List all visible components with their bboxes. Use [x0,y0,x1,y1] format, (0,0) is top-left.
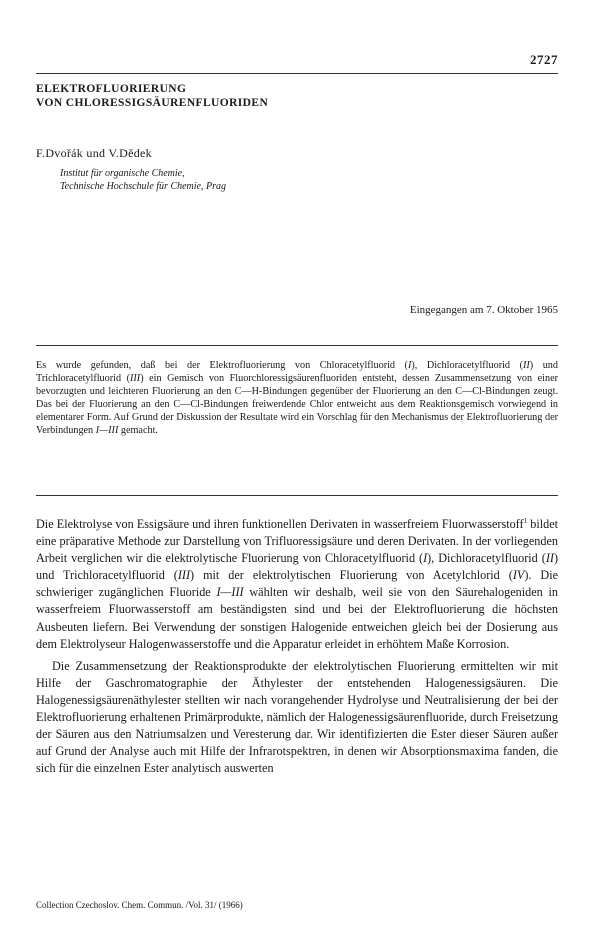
compound-ref: I—III [95,425,119,436]
paragraph-text: bildet eine präparative Methode zur Darstellung von Trifluoressigsäure und deren Derivaten. In der vorliegenden Arbeit verglichen wir die elektrolytische Fluorierung von Chloracetylfluorid ( [36,517,558,566]
article-title [36,82,556,110]
paragraph-1 [36,516,558,653]
affiliation-line-2: Technische Hochschule für Chemie, Prag [60,181,226,192]
abstract-text: gemacht. [118,425,158,436]
paragraph-text: Die Elektrolyse von Essigsäure und ihren funktionellen Derivaten in wasserfreiem Fluorwasserstoff [36,517,524,531]
authors: F.Dvořák und V.Dědek [36,146,152,160]
compound-ref: IV [512,568,525,583]
paragraph-text: ) und Trichloracetylfluorid ( [36,551,558,583]
header-rule [36,73,558,74]
page-number: 2727 [530,52,558,67]
abstract-text: ), Dichloracetylfluorid ( [411,360,523,371]
affiliation [60,167,226,193]
compound-ref: I [407,360,412,371]
affiliation-line-1: Institut für organische Chemie, [60,168,185,179]
compound-ref: III [130,373,141,384]
abstract-text: ) ein Gemisch von Fluorchloressigsäurenfluoriden entsteht, dessen Zusammensetzung von einer bevorzugten und leichteren Fluorierung an den C—H-Bindungen gegenüber der Fluorierung an den C—Cl-Bindungen zeugt. Das bei der Fluorierung an den C—Cl-Bindungen freiwerdende Chlor entweicht aus dem Reaktionsgemisch vorwiegend in elementarer Form. Auf Grund der Diskussion der Resultate wird ein Vorschlag für den Mechanismus der Elektrofluorierung der Verbindungen [36,373,558,436]
paragraph-2: Die Zusammensetzung der Reaktionsprodukte der elektrolytischen Fluorierung ermittelten wir mit Hilfe der Gaschromatographie der Äthylester der entstehenden Halogenessigsäuren. Die Halogenessigsäurenäthylester stellten wir nach vorangehender Hydrolyse und Neutralisierung der bei der Elektrofluorierung erhaltenen Primärprodukte, nämlich der Halogenessigsäurenfluoride, durch Freisetzung der Säuren aus den Natriumsalzen und Veresterung dar. Wir identifizierten die Ester dieser Säuren außer auf Grund der Analyse auch mit Hilfe der Infrarotspektren, in denen wir Absorptionsmaxima fanden, die sich für die einzelnen Ester analytisch auswerten [36,658,558,776]
compound-ref: II [522,360,530,371]
compound-ref: III [177,568,191,583]
abstract-rule-top [36,345,558,346]
title-line-1: ELEKTROFLUORIERUNG [36,83,187,95]
paragraph-text: ) mit der elektrolytischen Fluorierung von Acetylchlorid ( [190,568,513,583]
paragraph-text: wählten wir deshalb, weil sie von den Säurehalogeniden in wasserfreiem Fluorwasserstoff am beständigsten sind und bei der Elektrofluorierung die höchsten Ausbeuten liefern. Bei Verwendung der sonstigen Halogenide entweichen gleich bei der Dosierung aus dem Elektrolyseur Halogenwasserstoffe und die Apparatur erleidet in erhöhtem Maße Korrosion. [36,585,558,651]
abstract-text: ) und Trichloracetylfluorid ( [36,360,558,384]
journal-footer: Collection Czechoslov. Chem. Commun. /Vol. 31/ (1966) [36,900,243,910]
paragraph-text: ). Die schwieriger zugänglichen Fluoride [36,568,559,600]
body-text [36,516,558,777]
compound-ref: I—III [216,585,244,600]
abstract [36,359,558,437]
footnote-ref[interactable]: 1 [523,516,528,525]
received-date: Eingegangen am 7. Oktober 1965 [409,304,558,316]
paragraph-text: ), Dichloracetylfluorid ( [427,551,546,566]
title-line-2: VON CHLORESSIGSÄURENFLUORIDEN [36,97,269,109]
compound-ref: II [545,551,554,566]
abstract-rule-bottom [36,495,558,496]
compound-ref: I [423,551,428,566]
abstract-text: Es wurde gefunden, daß bei der Elektrofluorierung von Chloracetylfluorid ( [36,360,408,371]
